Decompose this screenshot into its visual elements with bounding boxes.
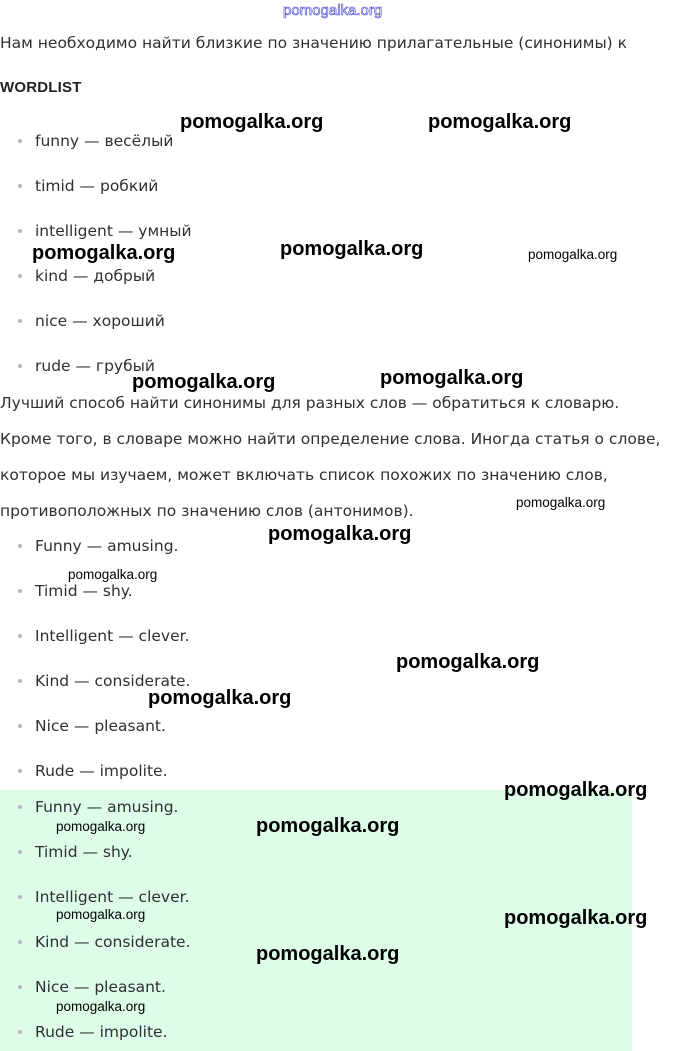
wordlist-heading: WORDLIST (0, 79, 82, 96)
watermark: pomogalka.org (528, 247, 618, 262)
bullet-icon (18, 895, 22, 899)
bullet-icon (18, 985, 22, 989)
answer-list-item: Rude — impolite. (18, 1023, 168, 1041)
list-item: rude — грубый (18, 357, 155, 375)
watermark: pomogalka.org (516, 495, 606, 510)
paragraph-line: Кроме того, в словаре можно найти определение слова. Иногда статья о слове, (0, 430, 661, 448)
watermark: pomogalka.org (280, 238, 424, 260)
paragraph-line: которое мы изучаем, может включать список похожих по значению слов, (0, 466, 608, 484)
watermark: pomogalka.org (504, 907, 648, 929)
list-item: Kind — considerate. (18, 672, 190, 690)
list-item: intelligent — умный (18, 222, 192, 240)
answer-list-item: Timid — shy. (18, 843, 133, 861)
watermark: pomogalka.org (56, 999, 146, 1014)
watermark: pomogalka.org (380, 367, 524, 389)
watermark: pomogalka.org (256, 815, 400, 837)
bullet-icon (18, 184, 22, 188)
list-item: Funny — amusing. (18, 537, 178, 555)
answer-list-item: Intelligent — clever. (18, 888, 190, 906)
bullet-icon (18, 319, 22, 323)
bullet-icon (18, 229, 22, 233)
bullet-icon (18, 634, 22, 638)
list-item: kind — добрый (18, 267, 155, 285)
watermark: pomogalka.org (256, 943, 400, 965)
list-item: Intelligent — clever. (18, 627, 190, 645)
bullet-icon (18, 724, 22, 728)
watermark: pomogalka.org (132, 371, 276, 393)
bullet-icon (18, 1030, 22, 1034)
list-item: Timid — shy. (18, 582, 133, 600)
header-watermark: pomogalka.org (283, 2, 383, 19)
watermark: pomogalka.org (428, 111, 572, 133)
list-item: nice — хороший (18, 312, 165, 330)
watermark: pomogalka.org (504, 779, 648, 801)
answer-list-item: Kind — considerate. (18, 933, 190, 951)
bullet-icon (18, 769, 22, 773)
watermark: pomogalka.org (56, 907, 146, 922)
list-item: Nice — pleasant. (18, 717, 166, 735)
bullet-icon (18, 940, 22, 944)
watermark: pomogalka.org (68, 567, 158, 582)
paragraph-line: противоположных по значению слов (антонимов). (0, 502, 414, 520)
bullet-icon (18, 805, 22, 809)
answer-list-item: Nice — pleasant. (18, 978, 166, 996)
watermark: pomogalka.org (268, 523, 412, 545)
paragraph-line: Лучший способ найти синонимы для разных слов — обратиться к словарю. (0, 394, 620, 412)
bullet-icon (18, 274, 22, 278)
list-item: timid — робкий (18, 177, 158, 195)
list-item: funny — весёлый (18, 132, 173, 150)
bullet-icon (18, 589, 22, 593)
bullet-icon (18, 850, 22, 854)
bullet-icon (18, 139, 22, 143)
bullet-icon (18, 544, 22, 548)
watermark: pomogalka.org (148, 687, 292, 709)
watermark: pomogalka.org (180, 111, 324, 133)
bullet-icon (18, 364, 22, 368)
bullet-icon (18, 679, 22, 683)
intro-text: Нам необходимо найти близкие по значению прилагательные (синонимы) к (0, 34, 628, 52)
watermark: pomogalka.org (32, 242, 176, 264)
watermark: pomogalka.org (396, 651, 540, 673)
answer-list-item: Funny — amusing. (18, 798, 178, 816)
watermark: pomogalka.org (56, 819, 146, 834)
list-item: Rude — impolite. (18, 762, 168, 780)
